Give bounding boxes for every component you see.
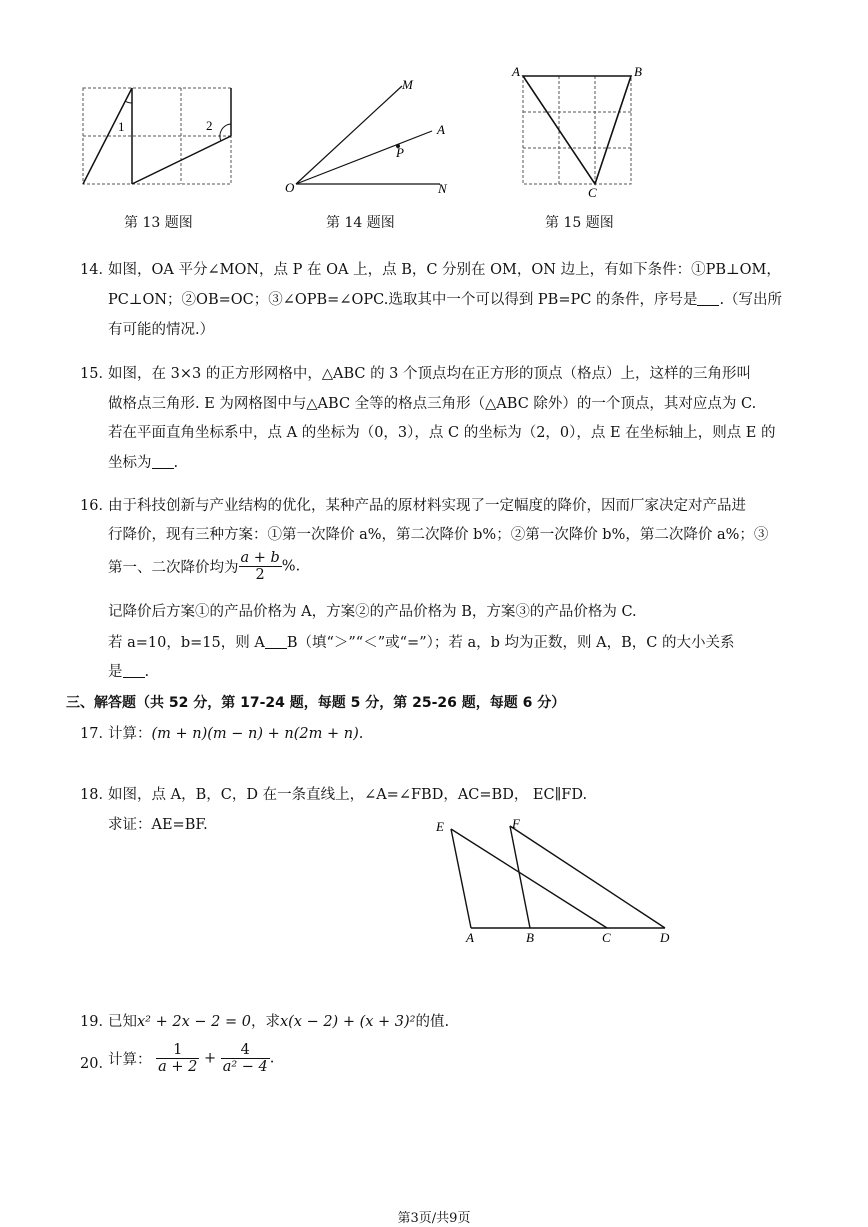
svg-text:C: C xyxy=(588,185,597,200)
question-16-line4: 记降价后方案①的产品价格为 A，方案②的产品价格为 B，方案③的产品价格为 C. xyxy=(108,604,637,620)
question-20-line: 计算： $\frac{1}{a + 2}$ + $\frac{4}{\text{a² − 4}}$ . xyxy=(108,1042,275,1075)
svg-text:P: P xyxy=(396,145,404,160)
question-19-number: 19． xyxy=(80,1014,113,1030)
svg-text:O: O xyxy=(285,180,295,195)
svg-text:A: A xyxy=(466,930,474,945)
svg-text:M: M xyxy=(402,77,413,92)
question-19-expression: x(x − 2) + (x + 3)² xyxy=(279,1014,416,1030)
fraction-1-over-a-plus-2: $\frac{1}{a + 2}$ xyxy=(158,1042,198,1075)
svg-text:C: C xyxy=(602,930,611,945)
figure-14-caption: 第 14 题图 xyxy=(326,215,395,231)
answer-blank xyxy=(152,454,174,469)
angle-2-label: 2 xyxy=(206,118,213,133)
question-15-line3: 若在平面直角坐标系中，点 A 的坐标为（0，3），点 C 的坐标为（2，0），点 E 在坐标轴上，则点 E 的 xyxy=(108,425,776,441)
question-16-line6: 是 . xyxy=(108,664,150,680)
question-16-line1: 由于科技创新与产业结构的优化，某种产品的原材料实现了一定幅度的降价，因而厂家决定对产品进 xyxy=(108,498,746,514)
question-14-line2: PC⊥ON；②OB=OC；③∠OPB=∠OPC.选取其中一个可以得到 PB=PC 的条件，序号是 .（写出所 xyxy=(108,292,783,308)
svg-text:E: E xyxy=(436,819,444,834)
section-3-title: 三、解答题（共 52 分，第 17-24 题，每题 5 分，第 25-26 题，每题 6 分） xyxy=(66,695,566,711)
svg-text:B: B xyxy=(634,64,642,79)
answer-blank xyxy=(123,663,145,678)
figure-18 xyxy=(432,814,672,946)
figure-15-caption: 第 15 题图 xyxy=(545,215,614,231)
question-15-number: 15． xyxy=(80,366,113,382)
question-16-number: 16． xyxy=(80,498,113,514)
fraction-a-plus-b-over-2: $\frac{a + b}{2}$ xyxy=(240,550,280,583)
question-15-line1: 如图，在 3×3 的正方形网格中，△ABC 的 3 个顶点均在正方形的顶点（格点）上，这样的三角形叫 xyxy=(108,366,752,382)
question-14-number: 14． xyxy=(80,262,113,278)
question-16-line3: 第一、二次降价均为 $\frac{a + b}{2}$ %. xyxy=(108,550,301,583)
svg-text:D: D xyxy=(660,930,670,945)
figure-15 xyxy=(508,64,648,200)
svg-text:F: F xyxy=(512,816,520,831)
question-18-line2: 求证：AE=BF. xyxy=(108,817,208,833)
question-14-line1: 如图，OA 平分∠MON，点 P 在 OA 上，点 B，C 分别在 OM，ON 边上，有如下条件：①PB⊥OM， xyxy=(108,262,781,278)
question-17-expression: (m + n)(m − n) + n(2m + n) xyxy=(151,726,359,742)
figure-13-caption: 第 13 题图 xyxy=(124,215,193,231)
angle-1-label: 1 xyxy=(118,119,125,134)
page-footer: 第3页/共9页 xyxy=(397,1211,471,1226)
figure-13 xyxy=(78,84,238,190)
answer-blank xyxy=(265,634,287,649)
question-19-equation: x² + 2x − 2 = 0 xyxy=(137,1014,251,1030)
question-17-line: 计算：(m + n)(m − n) + n(2m + n). xyxy=(108,726,364,742)
question-19-line: 已知x² + 2x − 2 = 0，求x(x − 2) + (x + 3)²的值. xyxy=(108,1014,450,1030)
svg-text:N: N xyxy=(438,181,447,196)
question-18-number: 18． xyxy=(80,787,113,803)
answer-blank xyxy=(697,291,719,306)
question-16-line2: 行降价，现有三种方案：①第一次降价 a%，第二次降价 b%；②第一次降价 b%，第二次降价 a%；③ xyxy=(108,527,769,543)
fraction-4-over-a2-minus-4: $\frac{4}{\text{a² − 4}}$ xyxy=(222,1042,268,1075)
question-18-line1: 如图，点 A，B，C，D 在一条直线上，∠A=∠FBD，AC=BD， EC∥FD. xyxy=(108,787,588,803)
question-17-number: 17． xyxy=(80,726,113,742)
question-16-line5: 若 a=10，b=15，则 A B（填“＞”“＜”或“=”）；若 a，b 均为正数，则 A，B，C 的大小关系 xyxy=(108,635,735,651)
question-14-line3: 有可能的情况.） xyxy=(108,322,215,338)
svg-text:A: A xyxy=(512,64,520,79)
question-15-line2: 做格点三角形. E 为网格图中与△ABC 全等的格点三角形（△ABC 除外）的一个顶点，其对应点为 C. xyxy=(108,396,757,412)
svg-text:A: A xyxy=(437,122,445,137)
figure-14 xyxy=(282,72,452,196)
svg-text:B: B xyxy=(526,930,534,945)
question-15-line4: 坐标为 . xyxy=(108,455,179,471)
question-20-number: 20． xyxy=(80,1056,113,1072)
